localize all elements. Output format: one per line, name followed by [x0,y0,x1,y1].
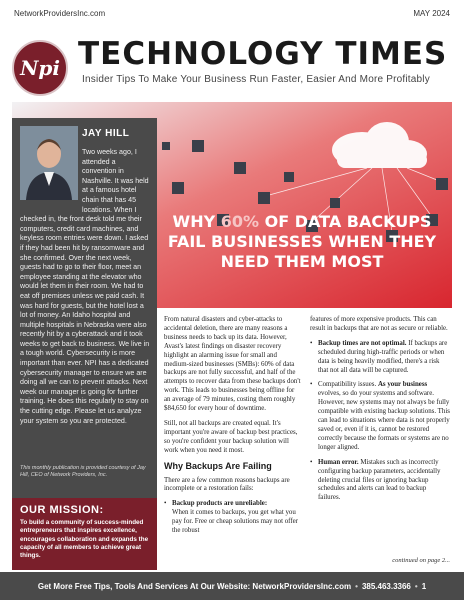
list-item [310,381,450,452]
headline-highlight: 60% [220,212,260,231]
list-item-title: Human error. [318,458,359,466]
headline-part: OF DATA BACKUPS FAIL BUSINESSES WHEN THEY NEED THEM MOST [167,212,437,271]
continued-note: continued on page 2... [392,557,450,564]
list-item-text: If backups are scheduled during high-traffic periods or when data is being heavily modified, there's a risk that not all data will be captured. [318,339,448,374]
footer-cta[interactable]: Get More Free Tips, Tools And Services At Our Website: NetworkProvidersInc.com [37,581,352,591]
page-number: 1 [421,581,427,591]
company-logo [12,40,68,96]
headline-part: WHY [172,212,221,231]
site-url[interactable]: NetworkProvidersInc.com [14,9,106,18]
top-bar [0,0,464,30]
mission-title: OUR MISSION: [20,504,104,516]
article-subhead: Why Backups Are Failing [164,460,272,471]
article-paragraph: There are a few common reasons backups are incomplete or a restoration fails: [164,476,290,493]
issue-date: MAY 2024 [413,9,450,18]
article-paragraph: features of more expensive products. This can result in backups that are not as secure or reliable. [310,316,448,332]
publication-byline: This monthly publication is provided courtesy of Jay Hill, CEO of Network Providers, Inc. [20,465,146,478]
author-name: JAY HILL [82,128,130,139]
letter-body: checked in, the front desk told me their computers, credit card machines, and keyless room entries were down. I asked if they had been hit by ransomware and she confirmed. Over the next week, guests had to go to their floor, meet an employee standing at the elevator who would let them in their room. We had to eat off premises unless we paid cash. It was hard for guests, but the hotel lost a lot of money. An Idaho hospital and multiple hospitals in Nebraska were also recently hit by a cyberattack and it took weeks to get back to business. We live in a tough world. Cybersecurity is more important than ever. NPI has a dedicated cybersecurity manager to ensure we are doing all we can to prevent attacks. Next week our manager is going for further training. He does this regularly to stay on the cutting edge. Please let us analyze your system so you are protected. [20,215,150,425]
reasons-list [310,340,450,503]
list-item [164,500,302,536]
mission-box [12,498,157,570]
article-column-1 [164,316,302,542]
ceo-letter-sidebar [12,118,157,498]
article-column-2 [310,316,450,509]
logo-mark: Npi [20,56,60,80]
list-item-title: Backup times are not optimal. [318,339,407,347]
reasons-list [164,500,302,536]
list-item-bold: As your business [377,381,428,389]
list-item [310,459,450,504]
mission-text: To build a community of success-minded entrepreneurs that inspires excellence, encourages collaboration and expands the capacity of all members to achieve great things. [20,519,149,560]
list-item-title: Backup products are unreliable: [172,500,268,508]
list-item-title: Compatibility issues. [318,381,377,389]
footer-separator: • [355,581,358,591]
footer-phone[interactable]: 385.463.3366 [361,581,411,591]
newsletter-title: TECHNOLOGY TIMES [78,36,448,72]
list-item-text: evolves, so do your systems and software. However, new systems may not always be fully compatible with existing backup solutions. This can lead to situations where data is not properly saved or, even if it is, cannot be restored correctly because the formats or systems are no longer aligned. [318,390,450,451]
list-item-text: Mistakes such as incorrectly configuring backup parameters, accidentally deleting crucial files or ignoring backup schedules and alerts can lead to backup failures. [318,458,441,502]
newsletter-tagline: Insider Tips To Make Your Business Run Faster, Easier And More Profitably [82,74,430,85]
letter-intro: Two weeks ago, I attended a convention in Nashville. It was held at a famous hotel chain that has 45 locations. When I [82,148,149,214]
article-paragraph: Still, not all backups are created equal. It's important you're aware of backup best practices, so you're confident your backup solution will work when you need it most. [164,419,298,454]
list-item [310,340,450,376]
article-paragraph: From natural disasters and cyber-attacks to accidental deletion, there are many reasons a business needs to back up its data. However, Avast's latest findings on disaster recovery highlight an alarming issue for small and medium-sized businesses (SMBs): 60% of data backups are not fully successful, and half of the attempts to recover data from these backups don't work. This leads to businesses being offline for an average of 79 minutes, costing them roughly $84,650 for every hour of downtime. [164,316,301,413]
footer-separator: • [414,581,418,591]
list-item-text: When it comes to backups, you get what you pay for. Free or cheap solutions may not offer the robust [172,509,298,535]
footer-bar [0,572,464,600]
hero-headline [154,212,450,272]
ceo-letter-text [20,148,150,426]
